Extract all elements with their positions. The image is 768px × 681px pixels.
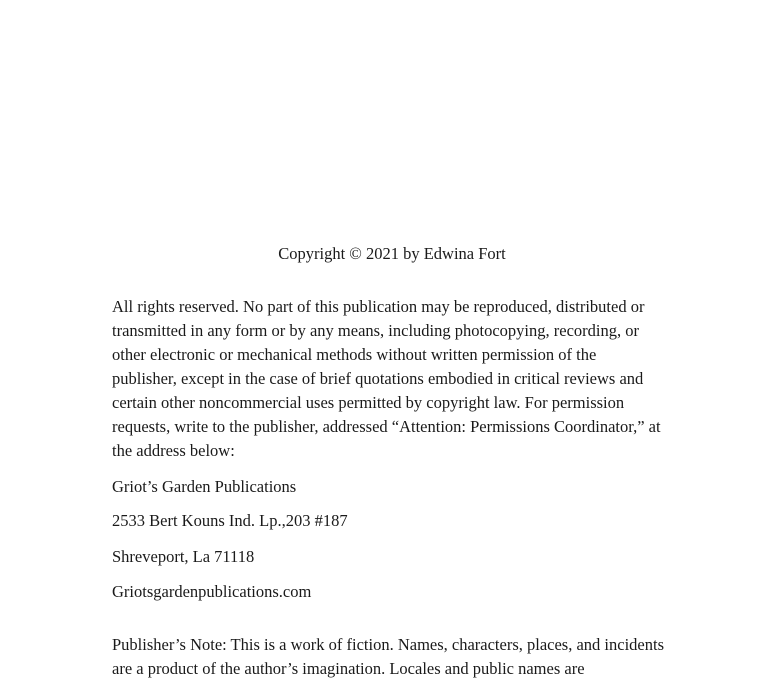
publisher-city: Shreveport, La 71118 (112, 547, 255, 566)
copyright-line: Copyright © 2021 by Edwina Fort (278, 244, 506, 263)
publishers-note-paragraph: Publisher’s Note: This is a work of fiction. Names, characters, places, and incidents are a product of the author’s imagination. Locales and public names are (112, 635, 665, 678)
publisher-website: Griotsgardenpublications.com (112, 582, 312, 601)
publisher-street-address: 2533 Bert Kouns Ind. Lp.,203 #187 (112, 511, 348, 530)
publisher-name: Griot’s Garden Publications (112, 477, 297, 496)
rights-reserved-paragraph: All rights reserved. No part of this publication may be reproduced, distributed or transmitted in any form or by any means, including photocopying, recording, or other electronic or mechanical methods without written permission of the publisher, except in the case of brief quotations embodied in critical reviews and certain other noncommercial uses permitted by copyright law. For permission requests, write to the publisher, addressed “Attention: Permissions Coordinator,” at the address below: (112, 297, 661, 460)
